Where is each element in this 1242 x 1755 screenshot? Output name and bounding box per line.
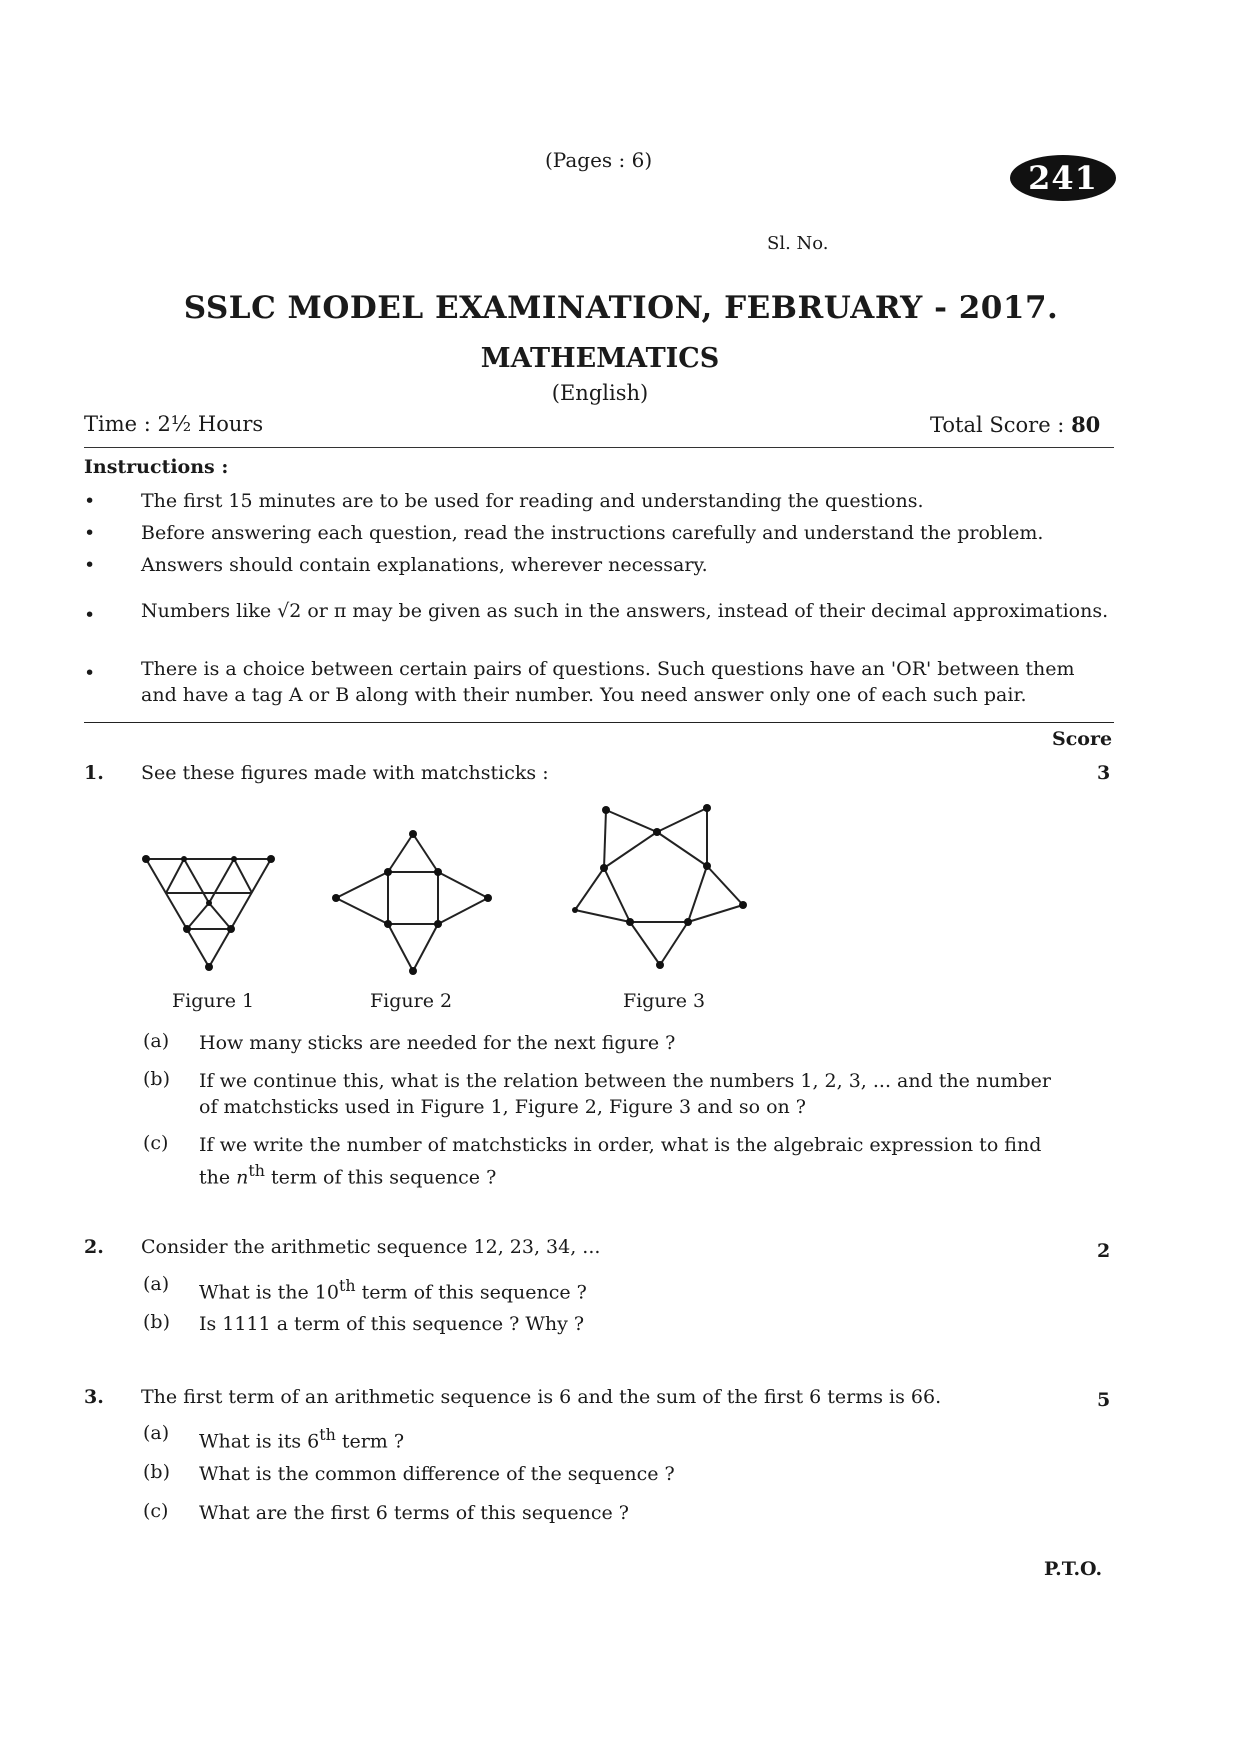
vertex-dot xyxy=(384,868,392,876)
superscript: th xyxy=(319,1425,336,1444)
figure-3-label: Figure 3 xyxy=(623,990,706,1012)
vertex-dot xyxy=(206,900,212,906)
subquestion-text-part: term of this sequence ? xyxy=(264,1166,497,1189)
time-allowed: Time : 2½ Hours xyxy=(84,412,264,436)
vertex-dot xyxy=(384,920,392,928)
subquestion-text: If we continue this, what is the relation between the numbers 1, 2, 3, ... and the number of matchsticks used in Figure 1, Figure 2, Figure 3 and so on ? xyxy=(199,1070,1051,1118)
matchstick xyxy=(604,868,630,922)
total-score xyxy=(930,412,1100,437)
instruction-item: Before answering each question, read the instructions carefully and understand the problem. xyxy=(141,522,1044,544)
vertex-dot xyxy=(600,864,608,872)
vertex-dot xyxy=(434,868,442,876)
vertex-dot xyxy=(484,894,492,902)
matchstick xyxy=(388,924,413,971)
matchstick xyxy=(575,868,604,910)
matchstick xyxy=(688,866,707,922)
figure-2-label: Figure 2 xyxy=(370,990,453,1012)
vertex-dot xyxy=(739,901,747,909)
total-score-value: 80 xyxy=(1071,412,1101,437)
matchstick xyxy=(606,810,657,832)
paper-code-badge: 241 xyxy=(1010,155,1116,201)
vertex-dot xyxy=(434,920,442,928)
matchstick xyxy=(184,859,209,903)
vertex-dot xyxy=(183,925,191,933)
please-turn-over: P.T.O. xyxy=(1044,1558,1103,1580)
subquestion-label: (a) xyxy=(143,1273,170,1295)
vertex-dot xyxy=(231,856,237,862)
matchstick xyxy=(604,832,657,868)
question-number: 1. xyxy=(84,762,104,784)
bullet-icon: • xyxy=(84,554,96,576)
figure-2-diagram xyxy=(330,828,495,978)
exam-title: SSLC MODEL EXAMINATION, FEBRUARY - 2017. xyxy=(183,290,1059,326)
matchstick xyxy=(209,903,231,929)
vertex-dot xyxy=(409,967,417,975)
matchstick xyxy=(187,903,209,929)
bullet-icon: • xyxy=(84,662,96,684)
matchstick xyxy=(209,859,234,903)
bullet-icon: • xyxy=(84,522,96,544)
instruction-item: Answers should contain explanations, wherever necessary. xyxy=(141,554,708,576)
vertex-dot xyxy=(656,961,664,969)
vertex-dot xyxy=(205,963,213,971)
subquestion-text: What is the common difference of the sequence ? xyxy=(199,1463,675,1485)
vertex-dot xyxy=(332,894,340,902)
matchstick xyxy=(657,832,707,866)
section-divider xyxy=(84,722,1114,723)
subquestion-text-part: What is the 10 xyxy=(199,1281,339,1304)
subquestion-text xyxy=(199,1132,1059,1190)
matchstick xyxy=(575,910,630,922)
question-text: Consider the arithmetic sequence 12, 23, 34, ... xyxy=(141,1236,601,1258)
bullet-icon: • xyxy=(84,490,96,512)
bullet-icon: • xyxy=(84,604,96,626)
vertex-dot xyxy=(181,856,187,862)
score-column-heading: Score xyxy=(1052,728,1113,750)
instructions-heading: Instructions : xyxy=(84,456,229,478)
subquestion-text: What are the first 6 terms of this sequence ? xyxy=(199,1502,629,1524)
subquestion-label: (c) xyxy=(143,1132,169,1154)
subquestion-text xyxy=(199,1422,1059,1454)
superscript: th xyxy=(338,1276,356,1295)
vertex-dot xyxy=(267,855,275,863)
instruction-item: Numbers like √2 or π may be given as such in the answers, instead of their decimal approximations. xyxy=(141,600,1109,622)
matchstick xyxy=(336,872,388,898)
matchstick xyxy=(438,872,488,898)
question-score: 2 xyxy=(1097,1240,1111,1262)
vertex-dot xyxy=(409,830,417,838)
instruction-item: The first 15 minutes are to be used for reading and understanding the questions. xyxy=(141,490,924,512)
subquestion-label: (c) xyxy=(143,1500,169,1522)
matchstick xyxy=(413,834,438,872)
subquestion-text-part: What is its 6 xyxy=(199,1430,320,1453)
question-text: See these figures made with matchsticks : xyxy=(141,762,549,784)
page-count: (Pages : 6) xyxy=(545,148,653,172)
question-text: The first term of an arithmetic sequence is 6 and the sum of the first 6 terms is 66. xyxy=(141,1386,942,1408)
matchstick xyxy=(707,866,743,905)
serial-number-label: Sl. No. xyxy=(767,233,829,254)
figure-1-label: Figure 1 xyxy=(172,990,255,1012)
subquestion-text-part: term ? xyxy=(335,1430,405,1453)
question-score: 3 xyxy=(1097,762,1111,784)
superscript: th xyxy=(248,1161,265,1180)
question-number: 3. xyxy=(84,1386,104,1408)
question-number: 2. xyxy=(84,1236,104,1258)
matchstick xyxy=(604,810,606,868)
subject-title: MATHEMATICS xyxy=(480,343,720,374)
matchstick xyxy=(688,905,743,922)
subquestion-label: (a) xyxy=(143,1422,170,1444)
figure-1-diagram xyxy=(138,845,278,975)
subquestion-text-part: If we write the number of matchsticks in order, what is the algebraic expression to find the xyxy=(199,1134,1042,1189)
language-label: (English) xyxy=(551,381,649,405)
header-rule xyxy=(84,447,1114,448)
matchstick xyxy=(413,924,438,971)
vertex-dot xyxy=(684,918,692,926)
subquestion-label: (b) xyxy=(143,1461,170,1483)
subquestion-label: (a) xyxy=(143,1030,170,1052)
vertex-dot xyxy=(703,804,711,812)
matchstick xyxy=(657,808,707,832)
matchstick xyxy=(166,859,184,893)
subquestion-label: (b) xyxy=(143,1311,170,1333)
question-score: 5 xyxy=(1097,1389,1111,1411)
vertex-dot xyxy=(142,855,150,863)
instruction-item: There is a choice between certain pairs of questions. Such questions have an 'OR' between them and have a tag A or B along with their number. You need answer only one of each such pair. xyxy=(141,658,1075,706)
vertex-dot xyxy=(572,907,578,913)
vertex-dot xyxy=(703,862,711,870)
variable-n: n xyxy=(236,1166,249,1189)
matchstick xyxy=(438,898,488,924)
vertex-dot xyxy=(653,828,661,836)
matchstick xyxy=(234,859,252,893)
matchstick xyxy=(630,922,660,965)
matchstick xyxy=(336,898,388,924)
matchstick xyxy=(388,834,413,872)
matchstick xyxy=(660,922,688,965)
vertex-dot xyxy=(626,918,634,926)
total-score-label: Total Score : xyxy=(930,413,1072,437)
subquestion-text: How many sticks are needed for the next figure ? xyxy=(199,1032,676,1054)
subquestion-label: (b) xyxy=(143,1068,170,1090)
figure-3-diagram xyxy=(568,800,753,975)
subquestion-text: Is 1111 a term of this sequence ? Why ? xyxy=(199,1313,585,1335)
subquestion-text xyxy=(199,1273,1059,1305)
subquestion-text-part: term of this sequence ? xyxy=(355,1281,587,1304)
vertex-dot xyxy=(602,806,610,814)
vertex-dot xyxy=(227,925,235,933)
